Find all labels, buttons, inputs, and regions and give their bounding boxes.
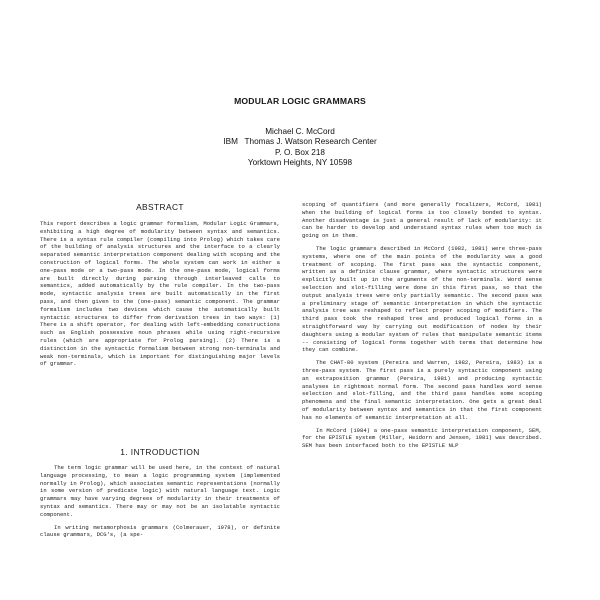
author-pobox: P. O. Box 218 bbox=[275, 147, 325, 157]
abstract-heading: ABSTRACT bbox=[136, 202, 184, 212]
abstract-paragraph: This report describes a logic grammar formalism, Modular Logic Grammars, exhibiting a high degree of modularity between syntax and semantics. There is a syntax rule compiler (compiling into Prolog) which takes care of the building of analysis structures and the interface to a clearly separated semantic interpretation component dealing with scoping and the construction of logical forms. The whole system can work in either a one-pass mode or a two-pass mode. In the one-pass mode, logical forms are built directly during parsing through interleaved calls to semantics, added automatically by the rule compiler. In the two-pass mode, syntactic analysis trees are built automatically in the first pass, and then given to the (one-pass) semantic component. The grammar formalism includes two devices which cause the automatically built syntactic structures to differ from derivation trees in two ways: (1) There is a shift operator, for dealing with left-embedding constructions such as English possessive noun phrases while using right-recursive rules (which are appropriate for Prolog parsing). (2) There is a distinction in the syntactic formalism between strong non-terminals and weak non-terminals, which is important for distinguishing major levels of grammar. bbox=[40, 220, 280, 368]
author-affiliation: IBM Thomas J. Watson Research Center bbox=[223, 137, 377, 147]
abstract-body bbox=[40, 220, 280, 373]
introduction-paragraph-2: In writing metamorphosis grammars (Colmerauer, 1978), or definite clause grammars, DCG's, (a spe- bbox=[40, 523, 280, 539]
author-block bbox=[0, 127, 600, 169]
introduction-heading: 1. INTRODUCTION bbox=[120, 447, 200, 457]
author-city: Yorktown Heights, NY 10598 bbox=[247, 158, 353, 168]
introduction-paragraph-1: The term logic grammar will be used here, in the context of natural language processing, to mean a logic programming system (implemented normally in Prolog), which associates semantic representations (normally in some version of predicate logic) with natural language text. Logic grammars may have varying degrees of modularity in their treatments of syntax and semantics. There may or may not be an isolatable syntactic component. bbox=[40, 464, 280, 518]
author-name: Michael C. McCord bbox=[265, 127, 335, 136]
paper-title: MODULAR LOGIC GRAMMARS bbox=[234, 96, 366, 106]
right-paragraph-3: The CHAT-80 system (Pereira and Warren, 1982, Pereira, 1983) is a three-pass system. The first pass is a purely syntactic component using an extraposition grammar (Pereira, 1981) and producing syntactic analyses in rightmost normal form. The second pass handles word sense selection and slot-filling, and the third pass handles some scoping phenomena and the final semantic interpretation. One gets a great deal of modularity between syntax and semantics in that the first component has no elements of semantic interpretation at all. bbox=[302, 359, 542, 421]
introduction-body bbox=[40, 464, 280, 544]
right-paragraph-4: In McCord (1984) a one-pass semantic interpretation component, SEM, for the EPISTLE system (Miller, Heidorn and Jensen, 1981) was described. SEM has been interfaced both to the EPISTLE NLP bbox=[302, 426, 542, 450]
right-paragraph-2: The logic grammars described in McCord (1982, 1981) were three-pass systems, where one of the main points of the modularity was a good treatment of scoping. The first pass was the syntactic component, written as a definite clause grammar, where syntactic structures were explicitly built up in the arguments of the non-terminals. Word sense selection and slot-filling were done in this first pass, so that the output analysis trees were only partially semantic. The second pass was a preliminary stage of semantic interpretation in which the syntactic analysis tree was reshaped to reflect proper scoping of modifiers. The third pass took the reshaped tree and produced logical forms in a straightforward way by carrying out modification of nodes by their daughters using a modular system of rules that manipulate semantic items -- consisting of logical forms together with terms that determine how they can combine. bbox=[302, 244, 542, 354]
right-column-body bbox=[302, 201, 542, 455]
right-paragraph-1: scoping of quantifiers (and more generally focalizers, McCord, 1981) when the building of logical forms is too closely bonded to syntax. Another disadvantage is just a general result of lack of modularity: it can be harder to develop and understand syntax rules when too much is going on in them. bbox=[302, 201, 542, 240]
